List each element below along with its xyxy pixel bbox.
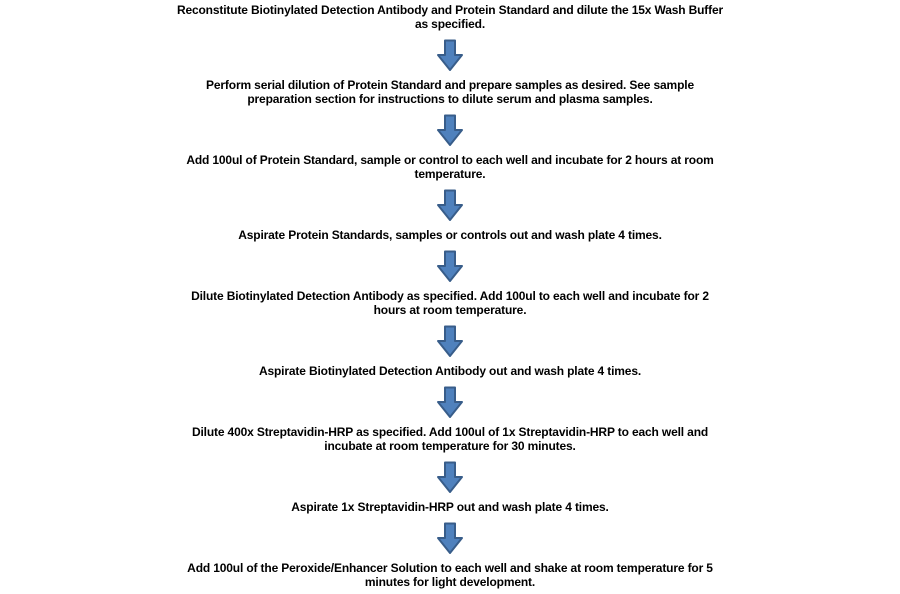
down-arrow-icon <box>435 461 465 494</box>
down-arrow-icon <box>435 250 465 283</box>
step-line: Aspirate Biotinylated Detection Antibody out and wash plate 4 times. <box>258 364 642 378</box>
step-6-aspirate-antibody <box>259 364 641 378</box>
down-arrow-icon <box>435 386 465 419</box>
step-line: Dilute Biotinylated Detection Antibody as specified. Add 100ul to each well and incubate for 2 <box>191 289 709 303</box>
down-arrow-icon <box>435 522 465 555</box>
down-arrow-icon <box>435 189 465 222</box>
step-5-dilute-detection-antibody <box>191 289 709 317</box>
step-line: Add 100ul of the Peroxide/Enhancer Solution to each well and shake at room temperature for 5 <box>187 561 713 575</box>
step-3-add-standard <box>186 153 713 181</box>
step-line: Aspirate 1x Streptavidin-HRP out and wash plate 4 times. <box>291 500 609 514</box>
step-line: minutes for light development. <box>364 575 536 589</box>
step-line: Aspirate Protein Standards, samples or controls out and wash plate 4 times. <box>238 228 662 242</box>
down-arrow-icon <box>435 114 465 147</box>
step-line: Reconstitute Biotinylated Detection Antibody and Protein Standard and dilute the 15x Wash Buffer <box>176 3 724 17</box>
step-line: Perform serial dilution of Protein Standard and prepare samples as desired. See sample <box>206 78 694 92</box>
down-arrow-icon <box>435 39 465 72</box>
step-1-reconstitute <box>177 3 723 31</box>
step-2-serial-dilution <box>206 78 694 106</box>
step-line: incubate at room temperature for 30 minutes. <box>324 439 576 453</box>
step-line: hours at room temperature. <box>373 303 527 317</box>
step-4-aspirate-standards <box>238 228 662 242</box>
step-line: Add 100ul of Protein Standard, sample or control to each well and incubate for 2 hours at room <box>186 153 714 167</box>
step-9-add-peroxide-enhancer <box>187 561 713 589</box>
step-line: temperature. <box>414 167 486 181</box>
down-arrow-icon <box>435 325 465 358</box>
step-line: preparation section for instructions to dilute serum and plasma samples. <box>247 92 653 106</box>
step-8-aspirate-streptavidin <box>291 500 608 514</box>
step-line: as specified. <box>414 17 486 31</box>
step-line: Dilute 400x Streptavidin-HRP as specified. Add 100ul of 1x Streptavidin-HRP to each well and <box>191 425 709 439</box>
step-7-dilute-streptavidin <box>192 425 708 453</box>
